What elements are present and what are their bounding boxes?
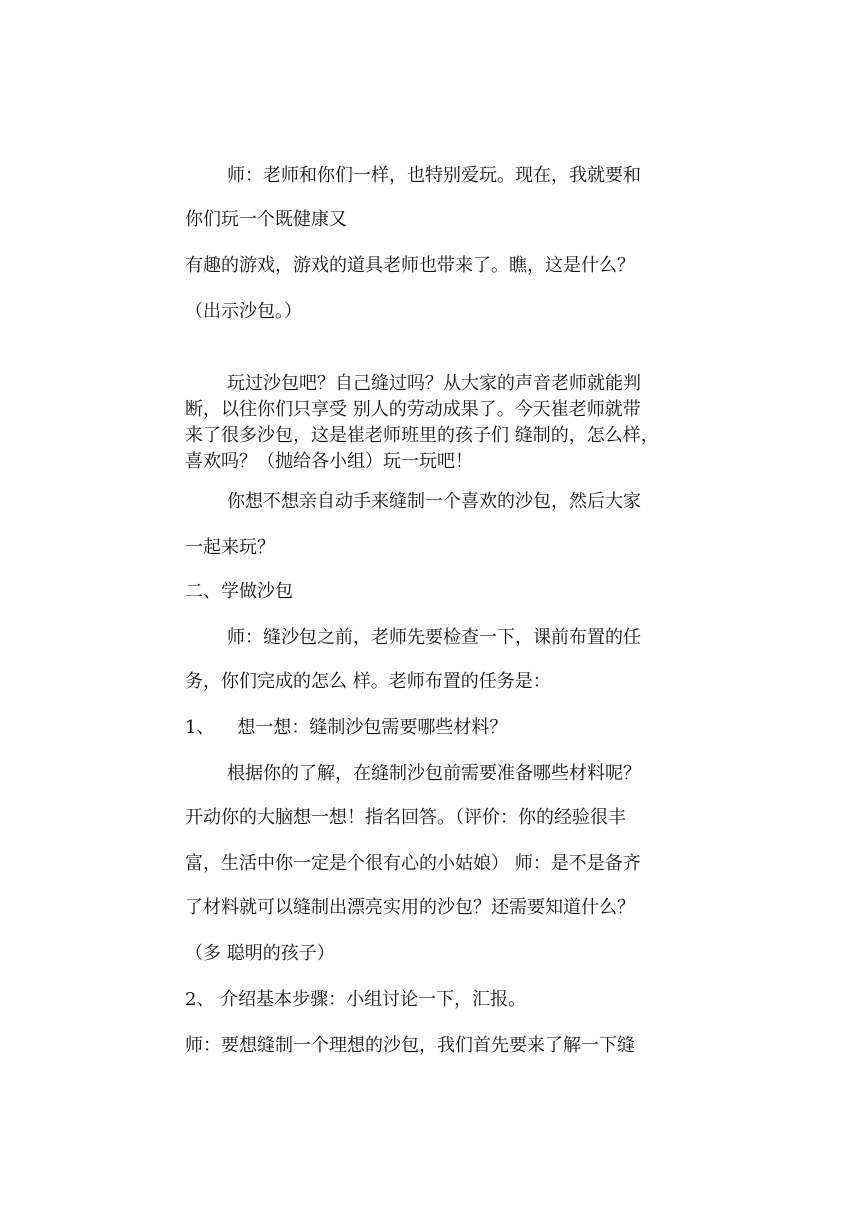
text-line-17: 富，生活中你一定是个很有心的小姑娘） 师：是不是备齐 (185, 853, 641, 874)
text-line-3: 有趣的游戏，游戏的道具老师也带来了。瞧，这是什么？ (185, 255, 635, 276)
text-line-16: 开动你的大脑想一想！指名回答。（评价：你的经验很丰 (185, 807, 626, 828)
text-line-13: 务，你们完成的怎么 样。老师布置的任务是： (185, 671, 551, 692)
text-line-2: 你们玩一个既健康又 (185, 209, 347, 230)
list-item-2: 2、 介绍基本步骤：小组讨论一下，汇报。 (185, 989, 527, 1010)
text-line-1: 师：老师和你们一样，也特别爱玩。现在，我就要和 (227, 165, 641, 186)
text-line-15: 根据你的了解，在缝制沙包前需要准备哪些材料呢？ (227, 763, 641, 784)
text-line-21: 师：要想缝制一个理想的沙包，我们首先要来了解一下缝 (185, 1035, 635, 1056)
text-line-12: 师：缝沙包之前，老师先要检查一下，课前布置的任 (227, 627, 641, 648)
text-line-6: 断，以往你们只享受 别人的劳动成果了。今天崔老师就带 (185, 399, 641, 420)
text-line-19: （多 聪明的孩子） (185, 943, 335, 964)
list-item-1: 1、 想一想：缝制沙包需要哪些材料？ (185, 717, 508, 738)
text-line-4: （出示沙包。） (185, 301, 302, 322)
text-line-5: 玩过沙包吧？自己缝过吗？从大家的声音老师就能判 (227, 373, 641, 394)
section-heading: 二、学做沙包 (185, 581, 293, 602)
text-line-7: 来了很多沙包，这是崔老师班里的孩子们 缝制的，怎么样， (185, 425, 659, 446)
text-line-8: 喜欢吗？（抛给各小组）玩一玩吧！ (185, 451, 473, 472)
text-line-9: 你想不想亲自动手来缝制一个喜欢的沙包，然后大家 (227, 491, 641, 512)
text-line-18: 了材料就可以缝制出漂亮实用的沙包？还需要知道什么？ (185, 897, 635, 918)
text-line-10: 一起来玩？ (185, 537, 275, 558)
